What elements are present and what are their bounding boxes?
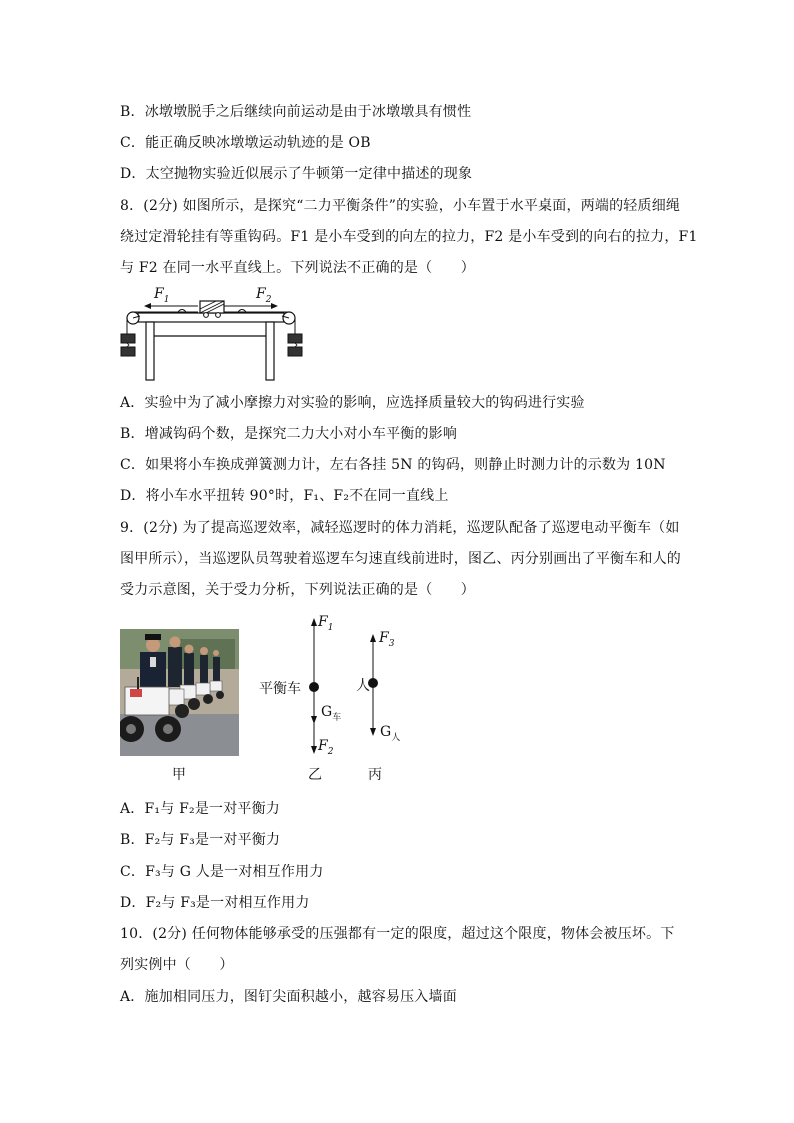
q9-caption-jia: 甲 [172,767,186,783]
q9-option-c: C．F₃与 G 人是一对相互作用力 [120,864,324,880]
q9-yi-label-f1: $F_1$ [318,614,334,633]
q9-figure-bing-person-forces [352,628,412,748]
q9-yi-label-f2: $F_2$ [318,738,334,757]
q8-figure-svg [118,288,308,384]
q9-yi-label-gravity: $G_车$ [321,704,342,723]
q7-option-c: C．能正确反映冰墩墩运动轨迹的是 OB [120,135,371,151]
q9-yi-label-object: 平衡车 [259,681,301,697]
q9-photo-svg [120,629,239,756]
q8-figure-cart-on-table [118,288,308,384]
q9-caption-bing: 丙 [368,767,382,783]
q9-bing-label-gravity: $G_人$ [380,724,401,743]
q8-option-b: B．增减钩码个数，是探究二力大小对小车平衡的影响 [120,426,458,442]
q8-option-a: A．实验中为了减小摩擦力对实验的影响，应选择质量较大的钩码进行实验 [120,395,585,411]
q10-stem-line1: 10．(2分) 任何物体能够承受的压强都有一定的限度，超过这个限度，物体会被压坏。下 [120,926,675,942]
q9-bing-label-f3: $F_3$ [379,630,395,649]
q7-option-d: D．太空抛物实验近似展示了牛顿第一定律中描述的现象 [120,166,473,182]
q10-option-a: A．施加相同压力，图钉尖面积越小，越容易压入墙面 [120,989,457,1005]
q9-stem-line1: 9．(2分) 为了提高巡逻效率，减轻巡逻时的体力消耗，巡逻队配备了巡逻电动平衡车（如 [120,520,680,536]
q8-stem-line3: 与 F2 在同一水平直线上。下列说法不正确的是（ ） [120,260,475,276]
q9-option-d: D．F₂与 F₃是一对相互作用力 [120,895,310,911]
q9-bing-label-object: 人 [356,678,370,694]
q8-option-c: C．如果将小车换成弹簧测力计，左右各挂 5N 的钩码，则静止时测力计的示数为 10N [120,457,666,473]
q9-stem-line2: 图甲所示），当巡逻队员驾驶着巡逻车匀速直线前进时，图乙、丙分别画出了平衡车和人的 [120,551,681,567]
q8-option-d: D．将小车水平扭转 90°时，F₁、F₂不在同一直线上 [120,488,449,504]
q9-stem-line3: 受力示意图，关于受力分析，下列说法正确的是（ ） [120,582,475,598]
q9-caption-yi: 乙 [308,767,322,783]
q9-option-a: A．F₁与 F₂是一对平衡力 [120,801,281,817]
q8-stem-line1: 8．(2分) 如图所示，是探究“二力平衡条件”的实验，小车置于水平桌面，两端的轻质细绳 [120,198,681,214]
q9-option-b: B．F₂与 F₃是一对平衡力 [120,832,281,848]
q8-fig-label-f1: $F_1$ [154,286,170,305]
q8-stem-line2: 绕过定滑轮挂有等重钩码。F1 是小车受到的向左的拉力，F2 是小车受到的向右的拉力，F1 [120,229,698,245]
q7-option-b: B．冰墩墩脱手之后继续向前运动是由于冰墩墩具有惯性 [120,104,472,120]
q9-photo-patrol-vehicles [120,629,239,756]
q9-figure-yi-vehicle-forces [255,612,350,762]
q8-fig-label-f2: $F_2$ [256,286,272,305]
q10-stem-line2: 列实例中（ ） [120,957,234,973]
